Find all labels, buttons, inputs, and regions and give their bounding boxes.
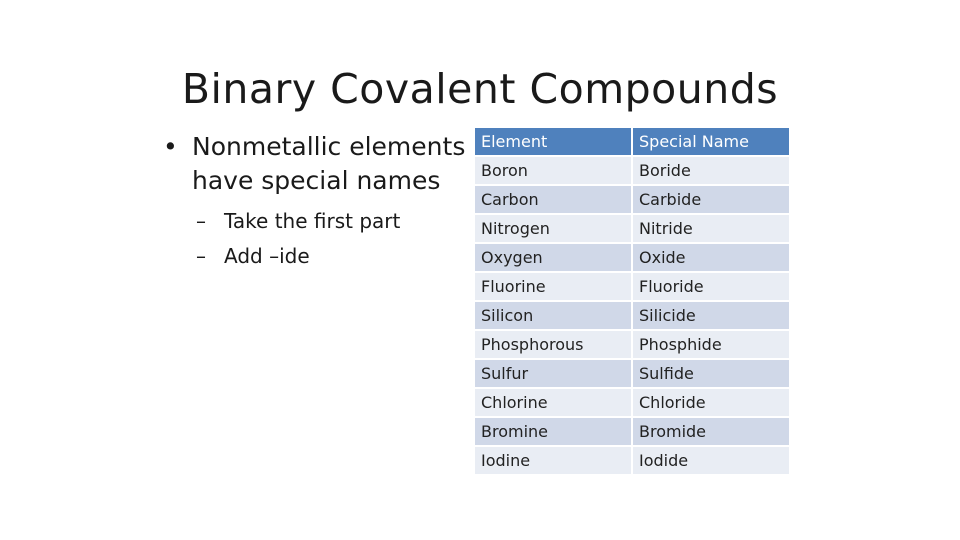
bullet-list [163, 130, 473, 274]
table-row [475, 244, 789, 271]
special-name-cell: Bromide [633, 418, 789, 445]
element-cell: Bromine [475, 418, 631, 445]
table-body [475, 157, 789, 474]
special-name-cell: Fluoride [633, 273, 789, 300]
table-row [475, 389, 789, 416]
bullet-text: Nonmetallic elements have special names [192, 132, 466, 195]
special-name-cell: Chloride [633, 389, 789, 416]
special-name-cell: Silicide [633, 302, 789, 329]
column-header-element: Element [475, 128, 631, 155]
table-header-row [475, 128, 789, 155]
element-cell: Silicon [475, 302, 631, 329]
table-row [475, 331, 789, 358]
element-cell: Phosphorous [475, 331, 631, 358]
sub-bullet-item [163, 204, 473, 239]
element-cell: Fluorine [475, 273, 631, 300]
table-row [475, 273, 789, 300]
sub-bullet-list [163, 204, 473, 274]
special-name-cell: Carbide [633, 186, 789, 213]
table-row [475, 186, 789, 213]
element-cell: Carbon [475, 186, 631, 213]
column-header-special-name: Special Name [633, 128, 789, 155]
sub-bullet-marker: – [196, 209, 206, 233]
table-row [475, 447, 789, 474]
special-name-cell: Phosphide [633, 331, 789, 358]
sub-bullet-item [163, 239, 473, 274]
sub-bullet-text: Take the first part [224, 209, 401, 233]
slide-title: Binary Covalent Compounds [181, 65, 779, 114]
sub-bullet-text: Add –ide [224, 244, 310, 268]
special-name-cell: Iodide [633, 447, 789, 474]
bullet-item [163, 130, 473, 198]
sub-bullet-marker: – [196, 244, 206, 268]
table-row [475, 302, 789, 329]
element-cell: Boron [475, 157, 631, 184]
element-cell: Iodine [475, 447, 631, 474]
element-cell: Sulfur [475, 360, 631, 387]
element-cell: Nitrogen [475, 215, 631, 242]
table-row [475, 418, 789, 445]
bullet-marker: • [163, 132, 178, 161]
table-row [475, 157, 789, 184]
special-name-cell: Sulfide [633, 360, 789, 387]
special-names-table [473, 126, 791, 476]
special-name-cell: Oxide [633, 244, 789, 271]
special-name-cell: Nitride [633, 215, 789, 242]
element-cell: Chlorine [475, 389, 631, 416]
table-row [475, 360, 789, 387]
element-cell: Oxygen [475, 244, 631, 271]
special-name-cell: Boride [633, 157, 789, 184]
table-row [475, 215, 789, 242]
